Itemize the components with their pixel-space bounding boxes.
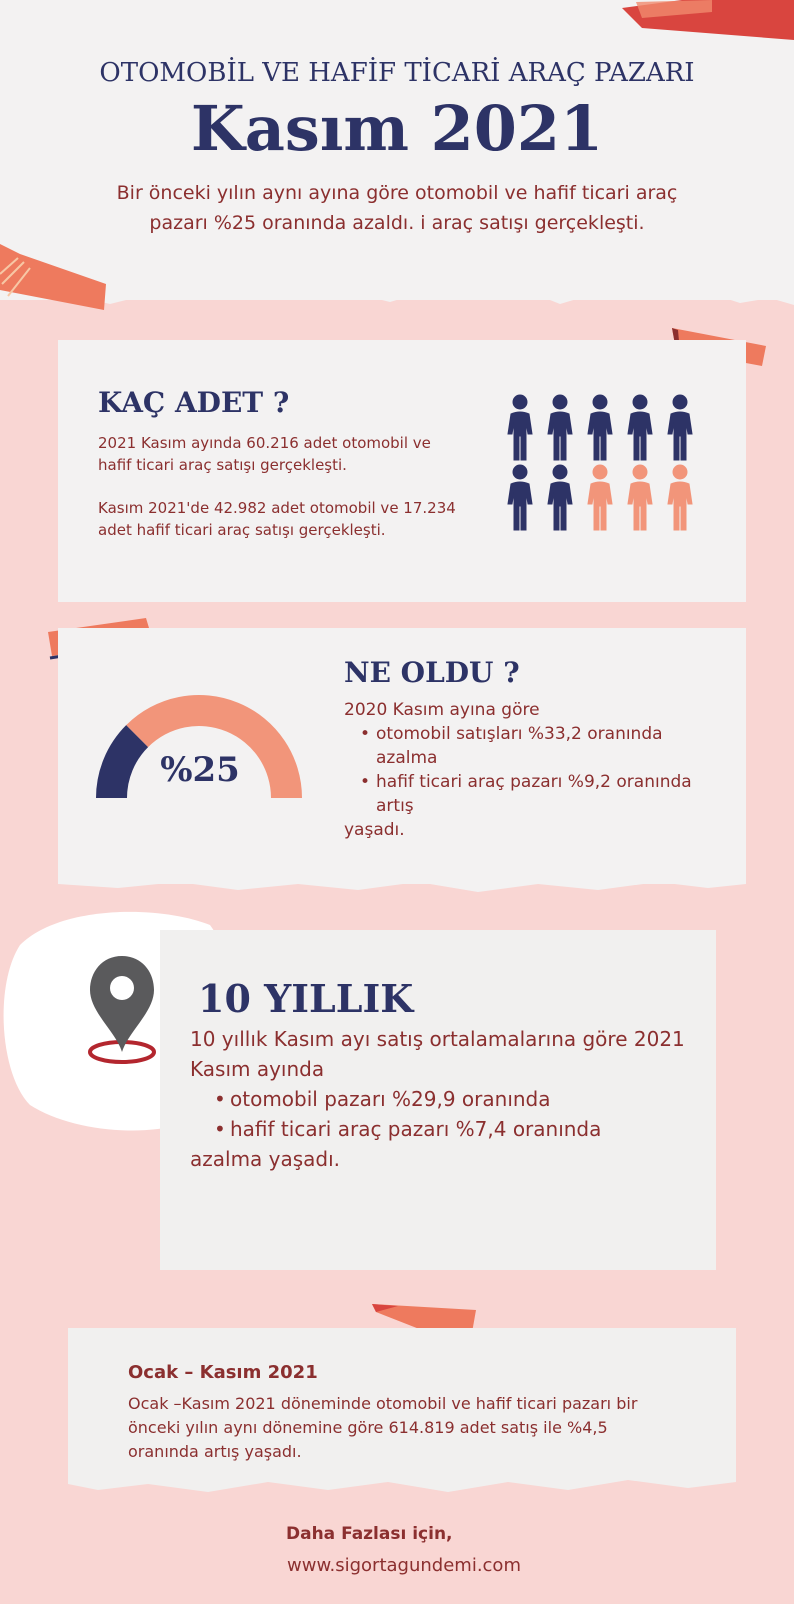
ne-oldu-bullet-2: • hafif ticari araç pazarı %9,2 oranında artış <box>376 770 714 818</box>
ten-year-intro: 10 yıllık Kasım ayı satış ortalamalarına göre 2021 Kasım ayında <box>190 1027 685 1081</box>
ocak-kasim-text: Ocak –Kasım 2021 döneminde otomobil ve hafif ticari pazarı bir önceki yılın aynı dönemine göre 614.819 adet satış ile %4,5 oranında artış yaşadı. <box>128 1394 638 1461</box>
kac-adet-para-2: Kasım 2021'de 42.982 adet otomobil ve 17.234 adet hafif ticari araç satışı gerçekleşti. <box>98 499 456 539</box>
kac-adet-title: KAÇ ADET ? <box>98 386 290 419</box>
ne-oldu-outro: yaşadı. <box>344 820 405 840</box>
ne-oldu-body <box>344 698 714 842</box>
person-icon <box>628 395 652 460</box>
ne-oldu-title: NE OLDU ? <box>344 656 520 689</box>
torn-edge-card4 <box>68 1474 736 1496</box>
ten-year-bullet-1: • otomobil pazarı %29,9 oranında <box>230 1084 710 1114</box>
torn-edge-card2 <box>58 878 746 894</box>
person-icon <box>628 465 652 530</box>
ne-oldu-intro: 2020 Kasım ayına göre <box>344 700 540 720</box>
person-icon <box>668 395 692 460</box>
ten-year-title: 10 YILLIK <box>198 976 414 1021</box>
intro-text: Bir önceki yılın aynı ayına göre otomobil ve hafif ticari araç pazarı %25 oranında azaldı. i araç satışı gerçekleşti. <box>116 182 678 234</box>
footer-website-link[interactable]: www.sigortagundemi.com <box>287 1555 521 1576</box>
people-icon-grid <box>500 394 700 534</box>
ten-year-body <box>190 1024 710 1174</box>
person-icon <box>668 465 692 530</box>
person-icon <box>508 465 532 530</box>
ten-year-outro: azalma yaşadı. <box>190 1147 341 1171</box>
gauge-percent-label: %25 <box>160 750 240 790</box>
ne-oldu-bullet-1: • otomobil satışları %33,2 oranında azalma <box>376 722 714 770</box>
person-icon <box>508 395 532 460</box>
person-icon <box>548 465 572 530</box>
page-subtitle: OTOMOBİL VE HAFİF TİCARİ ARAÇ PAZARI <box>99 58 695 88</box>
footer-label: Daha Fazlası için, <box>286 1524 453 1544</box>
page-title: Kasım 2021 <box>190 92 604 165</box>
tape-left <box>0 244 110 314</box>
tape-top-right <box>622 0 794 44</box>
ten-year-bullet-2: • hafif ticari araç pazarı %7,4 oranında <box>230 1114 710 1144</box>
location-pin-icon <box>86 952 162 1072</box>
person-icon <box>588 465 612 530</box>
person-icon <box>588 395 612 460</box>
person-icon <box>548 395 572 460</box>
kac-adet-para-1: 2021 Kasım ayında 60.216 adet otomobil ve hafif ticari araç satışı gerçekleşti. <box>98 434 431 474</box>
torn-edge <box>0 270 794 320</box>
ocak-kasim-title: Ocak – Kasım 2021 <box>128 1362 318 1383</box>
